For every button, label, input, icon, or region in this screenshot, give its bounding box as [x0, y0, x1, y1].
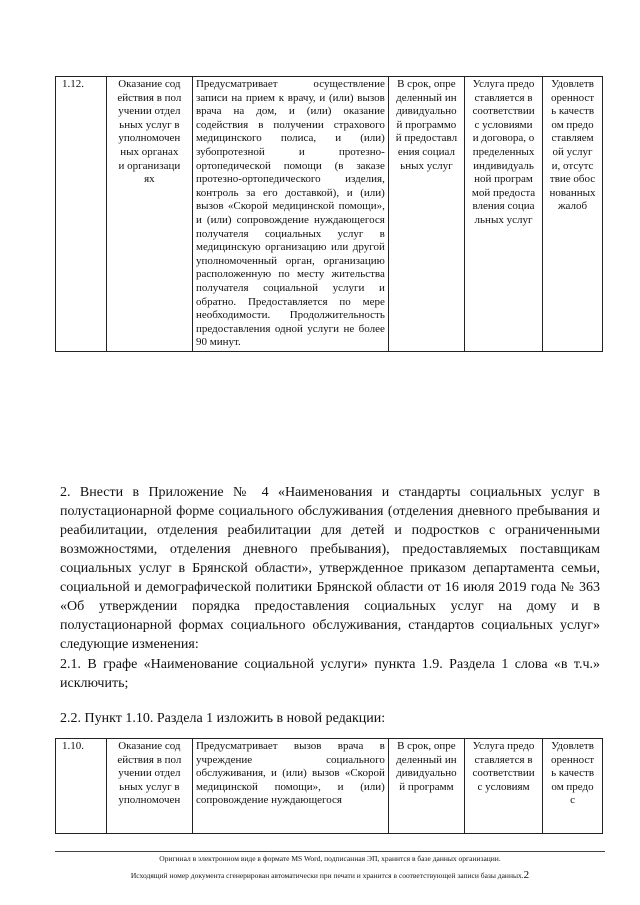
page-number: 2 [523, 869, 530, 881]
service-term: В срок, определенный индивидуальной программ [396, 740, 457, 793]
quality-indicators: Удовлетворенность качеством предос [550, 740, 595, 807]
table-row [56, 739, 603, 834]
service-description: Предусматривает осуществление записи на прием к врачу, и (или) вызов врача на дом, и (или) оказание содействия в получении страхового медицинского полиса, и (или) зубопротезной и протезно-ортопедической помощи (в заказе протезно-ортопедического изделия, контроль за его доставкой), и (или) вызов «Скорой медицинской помощи», и (или) сопровождение нуждающегося получателя социальных услуг в медицинскую организацию или другой уполномоченный орган, организацию расположенную по месту жительства получателя социальной услуги и обратно. Предоставляется по мере необходимости. Продолжительность предоставления одной услуги не более 90 минут. [192, 77, 388, 352]
service-name: Оказание содействия в получении отдельных услуг в уполномоченных органах и организациях [117, 78, 182, 186]
quality-indicators: Удовлетворенность качеством предоставляемой услуги, отсутствие обоснованных жалоб [549, 78, 596, 213]
service-term: В срок, определенный индивидуальной программой предоставления социальных услуг [395, 78, 458, 172]
services-table-1 [55, 76, 603, 352]
footer-note-number: Исходящий номер документа сгенерирован автоматически при печати и хранится в соответствующей записи базы данных. [130, 871, 524, 880]
service-conditions: Услуга предоставляется в соответствии с условиям [472, 740, 535, 793]
paragraph-2-2: 2.2. Пункт 1.10. Раздела 1 изложить в новой редакции: [60, 711, 386, 726]
services-table-2 [55, 738, 603, 834]
page-footer [55, 851, 605, 883]
service-description: Предусматривает вызов врача в учреждение социального обслуживания, и (или) вызов «Скорой медицинской помощи», и (или) сопровождение нуждающегося [195, 740, 385, 807]
item-number: 1.10. [56, 739, 107, 834]
service-name: Оказание содействия в получении отдельных услуг в уполномочен [117, 740, 182, 807]
paragraph-2: 2. Внести в Приложение № 4 «Наименования и стандарты социальных услуг в полустационарной форме социального обслуживания (отделения дневного пребывания и реабилитации, отделения реабилитации для детей и подростков с ограниченными возможностями, отделения дневного пребывания), предоставляемых поставщикам социальных услуг в Брянской области», утвержденное приказом департамента семьи, социальной и демографической политики Брянской области от 16 июля 2019 года № 363 «Об утверждении порядка предоставления социальных услуг на дому и в полустационарной формах социального обслуживания, стандартов социальных услуг» следующие изменения: [60, 485, 600, 652]
paragraph-2-1: 2.1. В графе «Наименование социальной услуги» пункта 1.9. Раздела 1 слова «в т.ч.» исключить; [60, 657, 600, 691]
footer-note-original: Оригинал в электронном виде в формате MS Word, подписанная ЭП, хранится в базе данных организации. [159, 854, 501, 863]
table-row [56, 77, 603, 352]
service-conditions: Услуга предоставляется в соответствии с условиями и договора, определенных индивидуальной программой предоставления социальных услуг [471, 78, 536, 226]
item-number: 1.12. [56, 77, 107, 352]
